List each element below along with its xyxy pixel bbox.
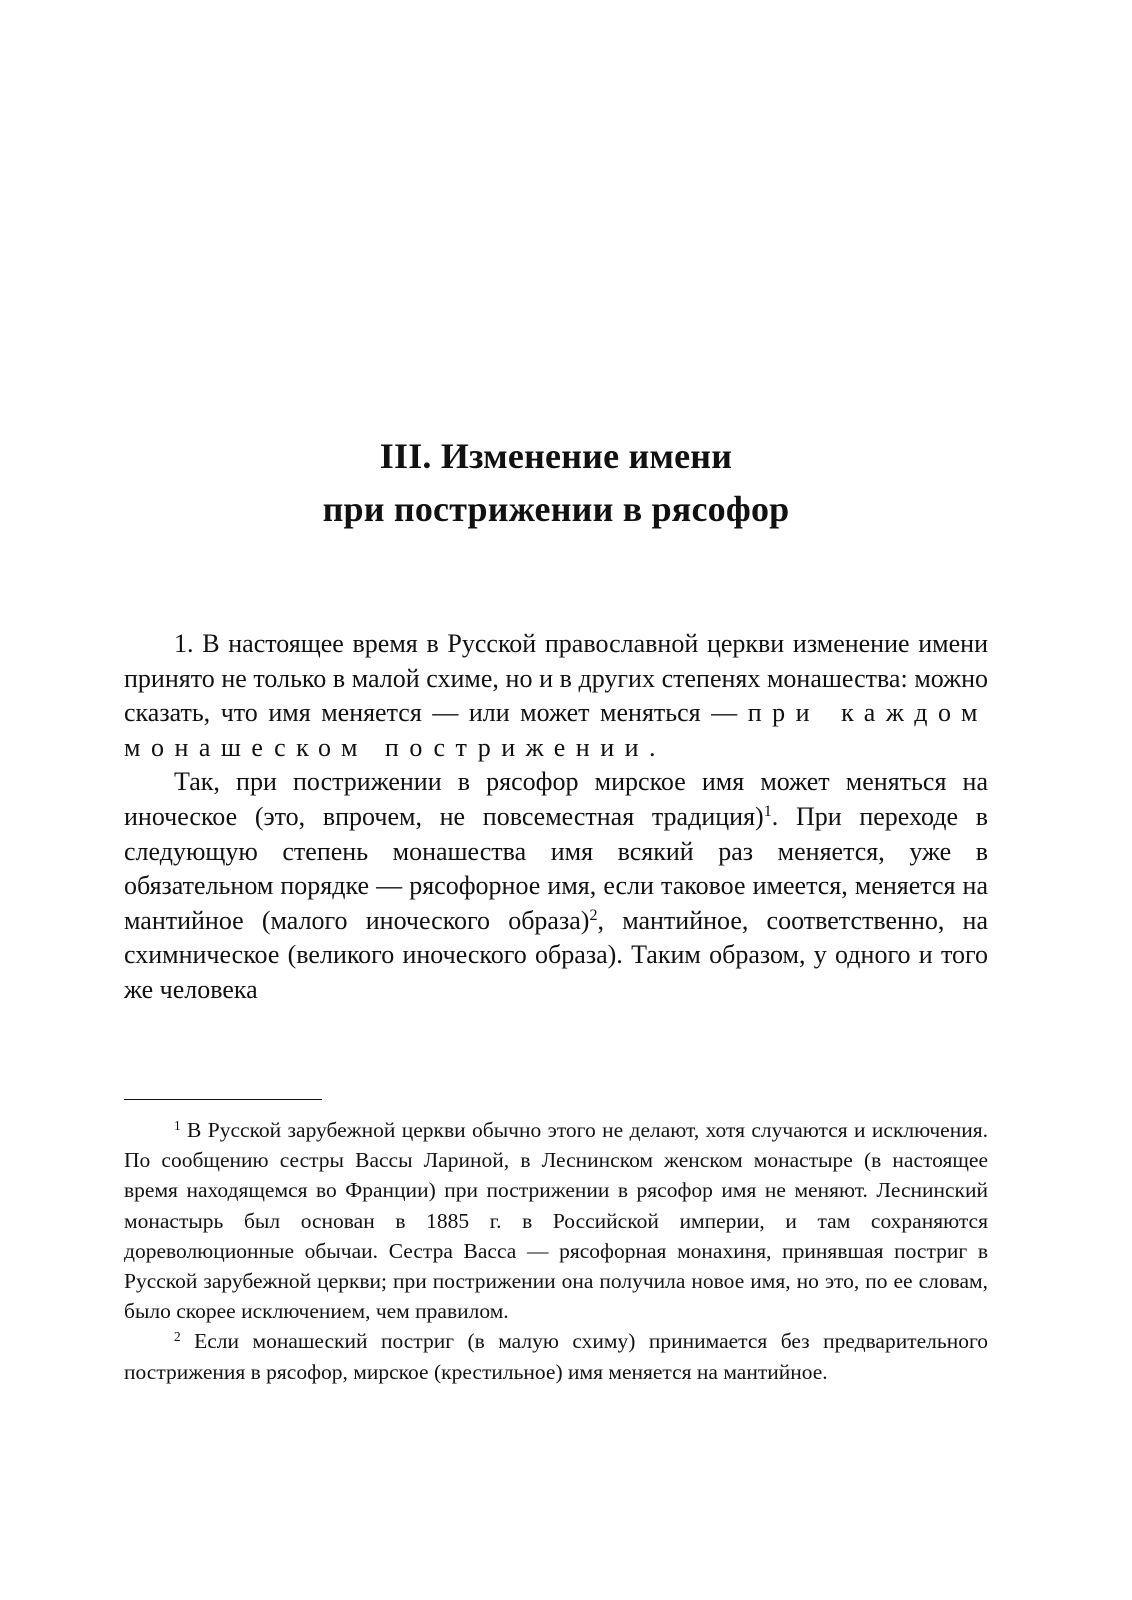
footnote-divider [124, 1099, 322, 1100]
chapter-title-line-1: III. Изменение имени [379, 436, 733, 476]
footnote-2-text: Если монашеский постриг (в малую схиму) принимается без предварительного пострижения в рясофор, мирское (крестильное) имя меняется на мантийное. [124, 1329, 988, 1384]
footnote-2-marker: 2 [174, 1329, 181, 1345]
chapter-title [124, 430, 988, 536]
paragraph-1-end: . [649, 732, 656, 762]
footnote-2 [124, 1326, 988, 1386]
paragraph-1-text: 1. В настоящее время в Русской православной церкви изменение имени принято не только в малой схиме, но и в других степенях монашества: можно сказать, что имя меняется — или может меняться — [124, 629, 988, 728]
paragraph-1 [124, 627, 988, 765]
paragraph-2-text-b: . При переходе в следующую степень монашества имя всякий раз меняется, уже в обязательном порядке — рясофорное имя, если таковое имеется, меняется на мантийное (малого иноческого образа) [124, 801, 988, 935]
footnote-reference-1: 1 [763, 803, 772, 821]
main-text [124, 627, 988, 1008]
paragraph-2 [124, 765, 988, 1007]
footnotes [124, 1115, 988, 1387]
footnote-reference-2: 2 [589, 906, 598, 924]
chapter-title-line-2: при пострижении в рясофор [322, 489, 790, 529]
paragraph-1-emphasis: при каждом монашеском пострижении [124, 698, 988, 762]
footnote-1-text: В Русской зарубежной церкви обычно этого не делают, хотя случаются и исключения. По сообщению сестры Вассы Лариной, в Леснинском женском монастыре (в настоящее время находящемся во Франции) при пострижении в рясофор имя не меняют. Леснинский монастырь был основан в 1885 г. в Российской империи, и там сохраняются дореволюционные обычаи. Сестра Васса — рясофорная монахиня, принявшая постриг в Русской зарубежной церкви; при пострижении она получила новое имя, но это, по ее словам, было скорее исключением, чем правилом. [124, 1118, 988, 1324]
footnote-1 [124, 1115, 988, 1326]
paragraph-2-text-a: Так, при пострижении в рясофор мирское имя может меняться на иноческое (это, впрочем, не повсеместная традиция) [124, 767, 988, 831]
footnote-1-marker: 1 [174, 1117, 181, 1133]
paragraph-2-text-c: , мантийное, соответственно, на схимническое (великого иноческого образа). Таким образом, у одного и того же человека [124, 905, 988, 1004]
